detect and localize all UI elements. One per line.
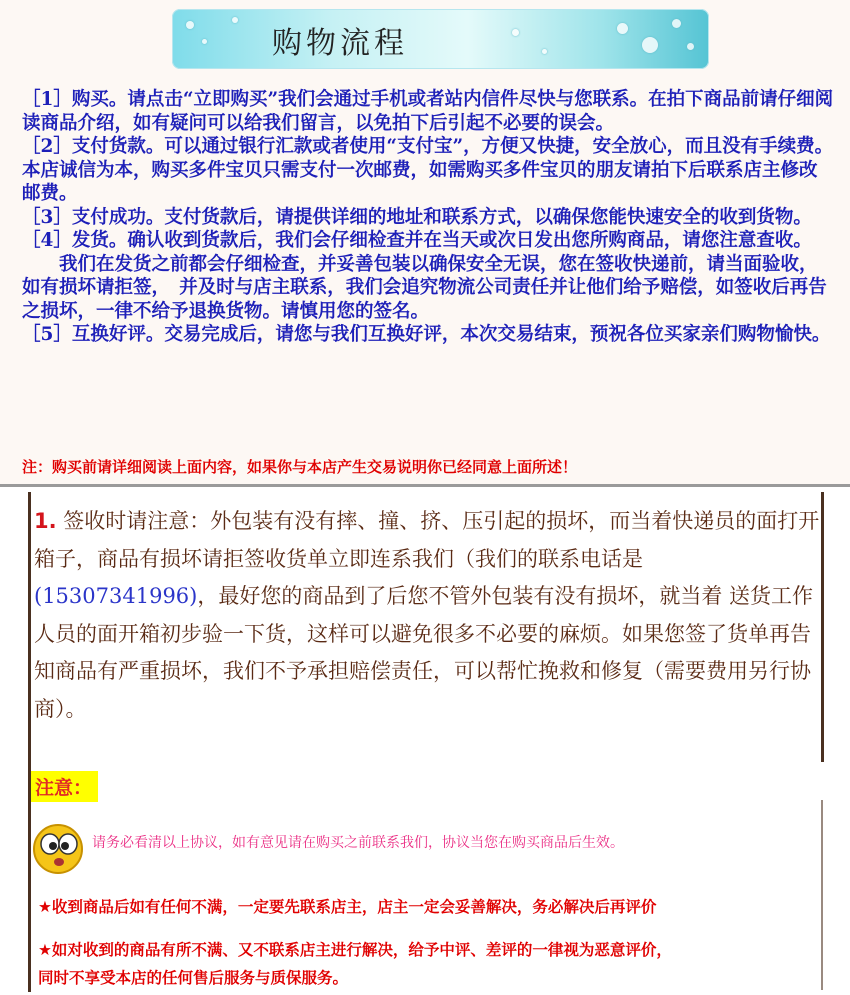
rule-3: 同时不享受本店的任何售后服务与质保服务。 bbox=[38, 969, 349, 987]
step-4: ［4］发货。确认收到货款后，我们会仔细检查并在当天或次日发出您所购商品，请您注意查收。 bbox=[22, 230, 812, 251]
notice-text-1: 签收时请注意：外包装有没有摔、撞、挤、压引起的损坏，而当着快递员的面打开箱子，商品有损坏请拒签收货单立即连系我们（我们的联系电话是 bbox=[34, 509, 820, 571]
banner-title: 购物流程 bbox=[272, 26, 408, 61]
banner bbox=[172, 9, 709, 69]
rule-2: ★如对收到的商品有所不满、又不联系店主进行解决，给予中评、差评的一律视为恶意评价， bbox=[38, 941, 672, 959]
step-4-detail: 我们在发货之前都会仔细检查，并妥善包装以确保安全无误，您在签收快递前，请当面验收，如有损坏请拒签， 并及时与店主联系，我们会追究物流公司责任并让他们给予赔偿，如签收后再告之损坏，一律不给予退换货物。请慎用您的签名。 bbox=[22, 253, 827, 322]
phone-number: (15307341996) bbox=[34, 584, 198, 608]
process-steps bbox=[22, 88, 834, 347]
rule-1: ★收到商品后如有任何不满，一定要先联系店主，店主一定会妥善解决，务必解决后再评价 bbox=[38, 898, 657, 916]
signing-notice bbox=[34, 503, 824, 728]
attention-text: 请务必看清以上协议，如有意见请在购买之前联系我们，协议当您在购买商品后生效。 bbox=[92, 835, 624, 851]
notice-number: 1. bbox=[34, 509, 57, 533]
process-note: 注：购买前请详细阅读上面内容，如果你与本店产生交易说明你已经同意上面所述！ bbox=[22, 458, 578, 476]
notice-text-2: ，最好您的商品到了后您不管外包装有没有损坏，就当着 送货工作人员的面开箱初步验一下货，这样可以避免很多不必要的麻烦。如果您签了货单再告知商品有严重损坏，我们不予承担赔偿责任，可以帮忙挽救和修复（需要费用另行协商）。 bbox=[34, 584, 814, 721]
step-2: ［2］支付货款。可以通过银行汇款或者使用“支付宝”，方便又快捷，安全放心，而且没有手续费。本店诚信为本，购买多件宝贝只需支付一次邮费，如需购买多件宝贝的朋友请拍下后联系店主修改邮费。 bbox=[22, 136, 834, 204]
step-3: ［3］支付成功。支付货款后，请提供详细的地址和联系方式，以确保您能快速安全的收到货物。 bbox=[22, 206, 812, 228]
step-5: ［5］互换好评。交易完成后，请您与我们互换好评，本次交易结束，预祝各位买家亲们购物愉快。 bbox=[22, 324, 831, 345]
attention-label: 注意： bbox=[31, 771, 98, 802]
frame-line-left bbox=[28, 492, 31, 992]
step-1: ［1］购买。请点击“立即购买”我们会通过手机或者站内信件尽快与您联系。在拍下商品前请仔细阅读商品介绍，如有疑问可以给我们留言，以免拍下后引起不必要的误会。 bbox=[22, 89, 834, 134]
thinking-face-icon bbox=[31, 822, 85, 876]
frame-line-right-lower bbox=[821, 800, 823, 990]
